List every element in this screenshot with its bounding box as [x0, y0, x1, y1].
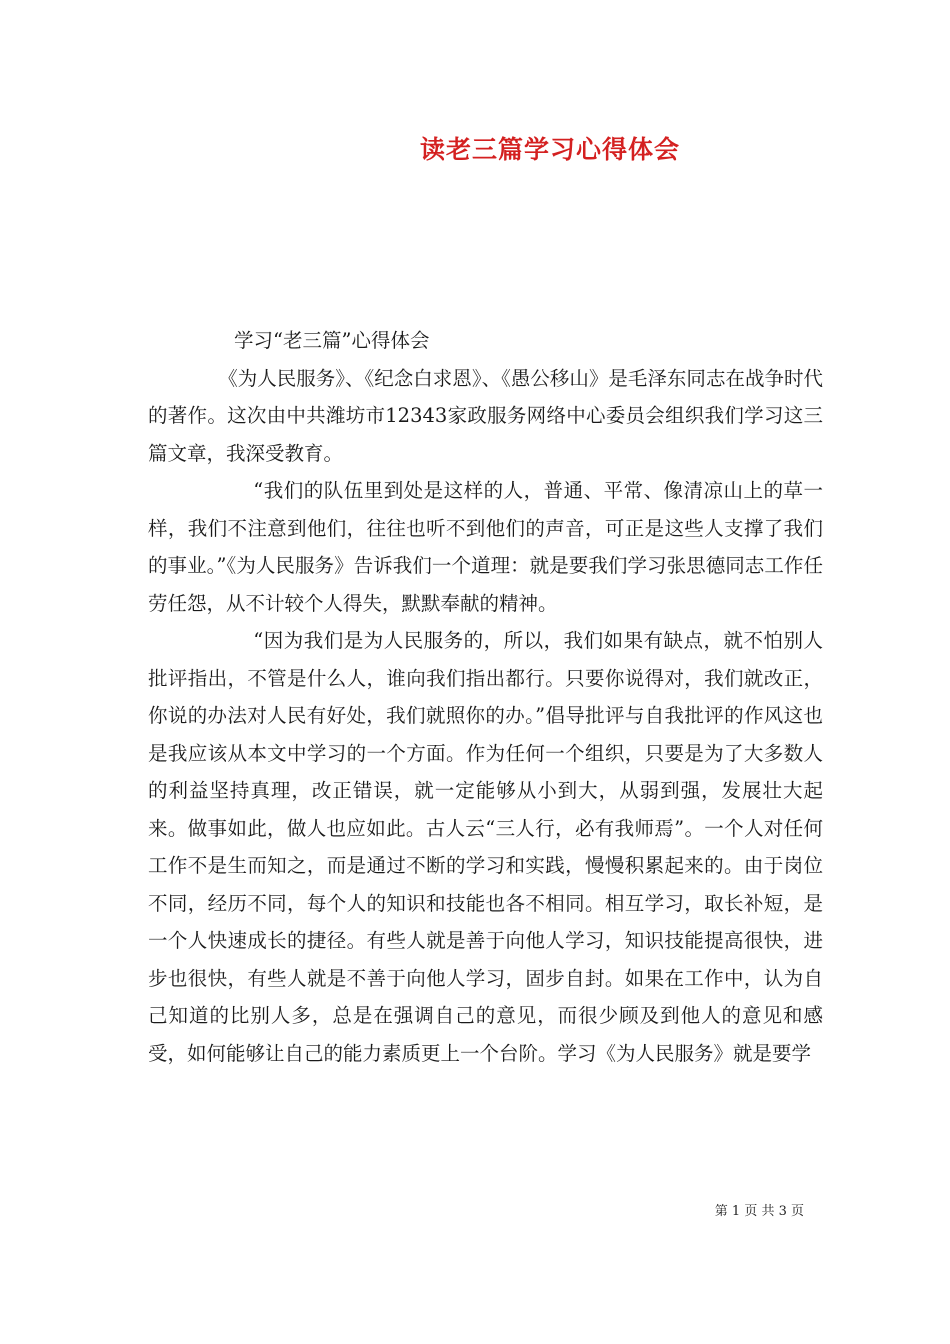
page-number: 第 1 页 共 3 页 [714, 1204, 804, 1219]
paragraph: 《为人民服务》、《纪念白求恩》、《愚公移山》是毛泽东同志在战争时代的著作。这次由中共潍坊市12343家政服务网络中心委员会组织我们学习这三篇文章，我深受教育。 [148, 366, 823, 465]
subtitle: 学习“老三篇”心得体会 [234, 329, 430, 352]
paragraph: “因为我们是为人民服务的，所以，我们如果有缺点，就不怕别人批评指出，不管是什么人，谁向我们指出都行。只要你说得对，我们就改正，你说的办法对人民有好处，我们就照你的办。”倡导批评与自我批评的作风这也是我应该从本文中学习的一个方面。作为任何一个组织，只要是为了大多数人的利益坚持真理，改正错误，就一定能够从小到大，从弱到强，发展壮大起来。做事如此，做人也应如此。古人云“三人行，必有我师焉”。一个人对任何工作不是生而知之，而是通过不断的学习和实践，慢慢积累起来的。由于岗位不同，经历不同，每个人的知识和技能也各不相同。相互学习，取长补短，是一个人快速成长的捷径。有些人就是善于向他人学习，知识技能提高很快，进步也很快，有些人就是不善于向他人学习，固步自封。如果在工作中，认为自己知道的比别人多，总是在强调自己的意见，而很少顾及到他人的意见和感受，如何能够让自己的能力素质更上一个台阶。学习《为人民服务》就是要学 [148, 629, 823, 1065]
document-body [148, 322, 823, 1072]
document-title: 读老三篇学习心得体会 [419, 135, 680, 164]
paragraph: “我们的队伍里到处是这样的人，普通、平常、像清凉山上的草一样，我们不注意到他们，往往也听不到他们的声音，可正是这些人支撑了我们的事业。”《为人民服务》告诉我们一个道理：就是要我们学习张思德同志工作任劳任怨，从不计较个人得失，默默奉献的精神。 [148, 479, 823, 615]
